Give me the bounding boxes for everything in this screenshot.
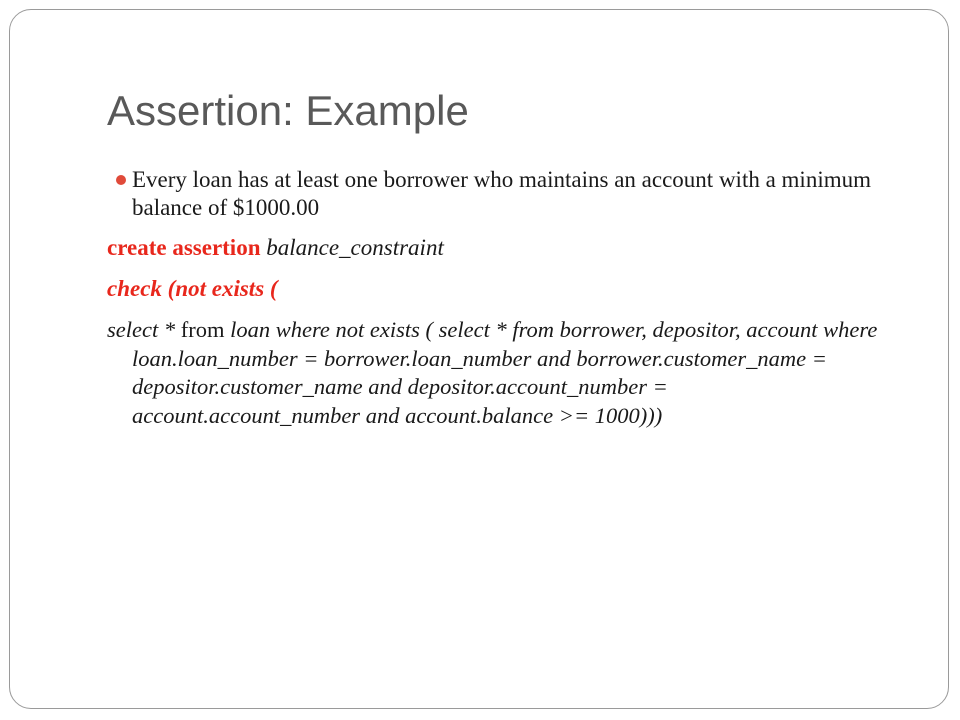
check-keyword: check (not exists ( (107, 276, 278, 301)
create-assertion-line (107, 234, 887, 262)
check-line (107, 275, 887, 303)
slide-content (107, 166, 887, 430)
bullet-dot-icon (116, 175, 126, 185)
create-assertion-keyword: create assertion (107, 235, 261, 260)
query-part-select: select * (107, 317, 181, 342)
query-part-from: from (180, 317, 225, 342)
query-part-body: loan where not exists ( select * from borrower, depositor, account where loan.loan_number = borrower.loan_number and borrower.customer_name = depositor.customer_name and depositor.account_number = account.account_number and account.balance >= 1000))) (132, 317, 878, 428)
slide-title: Assertion: Example (107, 87, 469, 134)
bullet-text: Every loan has at least one borrower who maintains an account with a minimum balance of $1000.00 (132, 167, 871, 220)
bullet-item (107, 166, 887, 222)
query-text (107, 316, 887, 430)
assertion-name: balance_constraint (260, 235, 444, 260)
slide (9, 9, 949, 709)
